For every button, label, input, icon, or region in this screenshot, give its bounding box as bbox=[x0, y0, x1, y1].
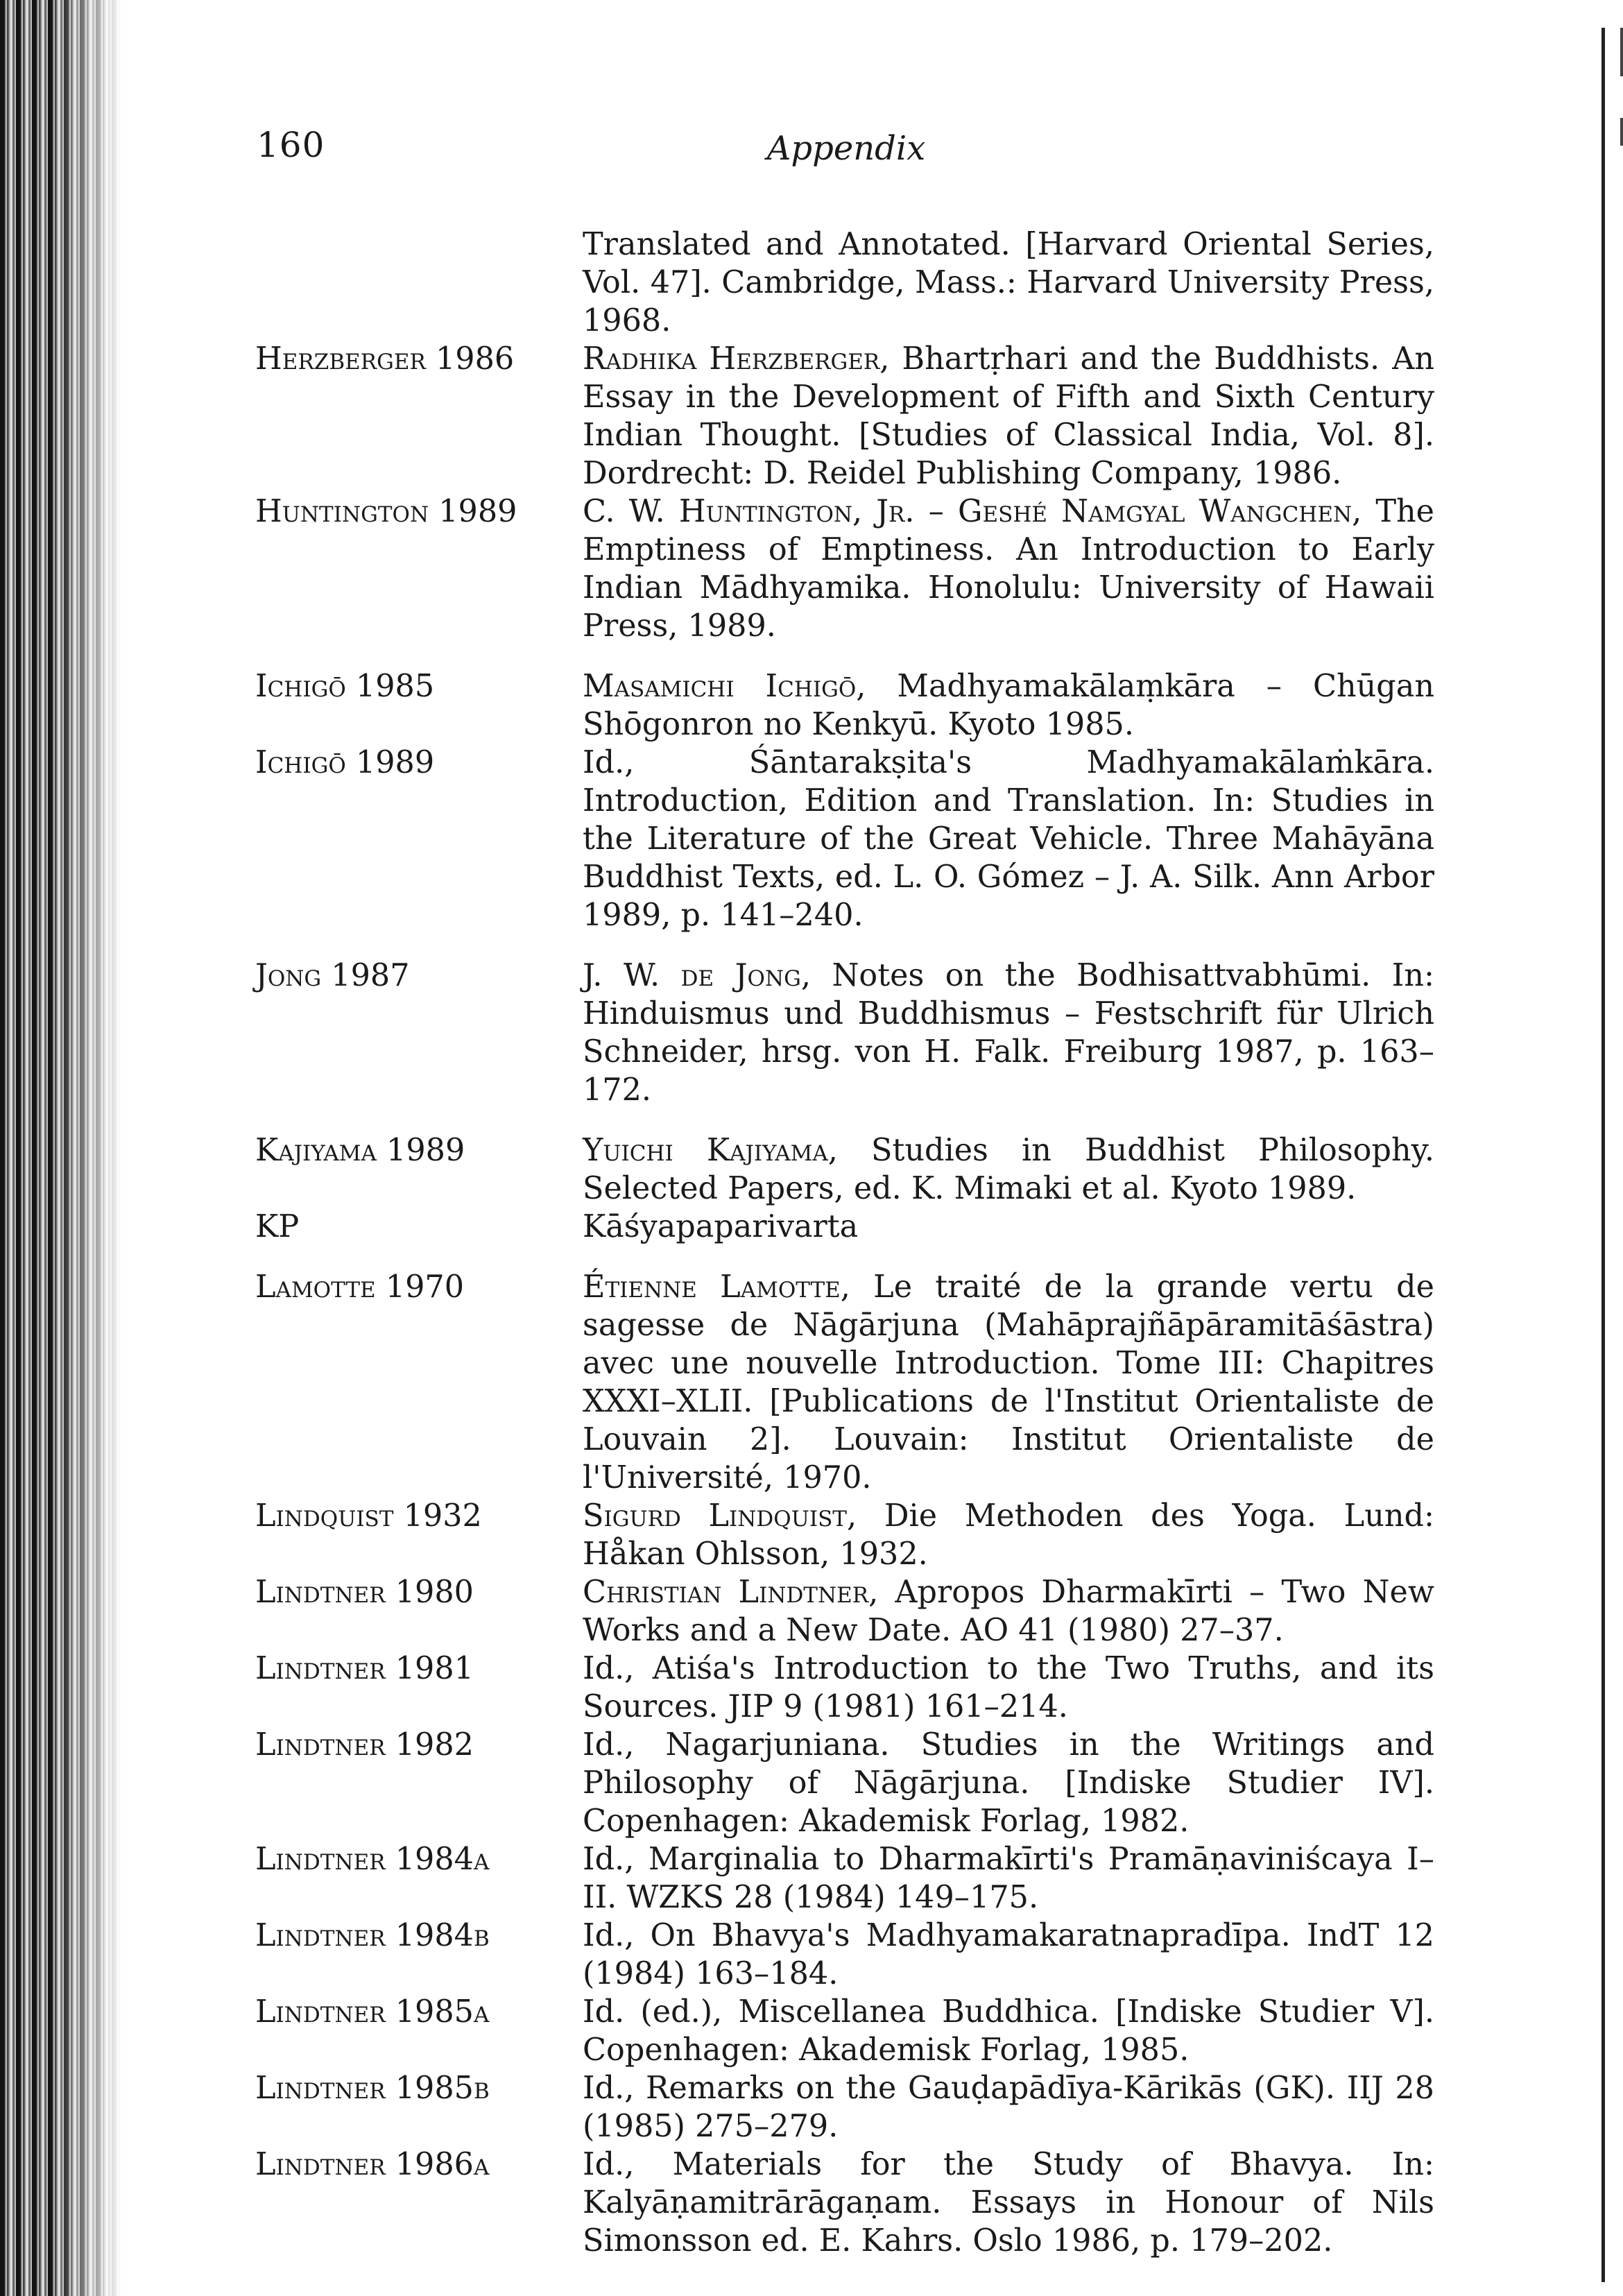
bibliography-entry bbox=[255, 1993, 1434, 2069]
entry-reference bbox=[583, 957, 1434, 1109]
bibliography-list bbox=[255, 225, 1434, 2260]
entry-text: Translated and Annotated. [Harvard Oriental Series, Vol. 47]. Cambridge, Mass.: Harvard University Press, 1968. bbox=[583, 227, 1434, 339]
entry-text: , Notes on the Bodhisattvabhūmi. In: Hinduismus und Buddhismus – Festschrift für Ulrich Schneider, hrsg. von H. Falk. Freiburg 1987, p. 163–172. bbox=[583, 958, 1434, 1108]
entry-reference bbox=[583, 1650, 1434, 1726]
bibliography-entry bbox=[255, 1497, 1434, 1573]
entry-author: Christian Lindtner bbox=[583, 1575, 869, 1610]
page-right-edge bbox=[1601, 28, 1605, 2282]
entry-abbreviation: Ichigō 1989 bbox=[255, 745, 435, 780]
entry-reference bbox=[583, 492, 1434, 645]
entry-text: Id., Nagarjuniana. Studies in the Writings and Philosophy of Nāgārjuna. [Indiske Studier IV]. Copenhagen: Akademisk Forlag, 1982. bbox=[583, 1727, 1434, 1839]
entry-abbreviation: Lindtner 1985b bbox=[255, 2071, 490, 2106]
bibliography-entry bbox=[255, 225, 1434, 340]
edge-mark bbox=[1620, 118, 1623, 146]
entry-reference bbox=[583, 340, 1434, 492]
entry-text: Kāśyapaparivarta bbox=[583, 1209, 859, 1244]
entry-reference bbox=[583, 744, 1434, 934]
entry-text: , Studies in Buddhist Philosophy. Selected Papers, ed. K. Mimaki et al. Kyoto 1989. bbox=[583, 1133, 1434, 1206]
entry-text: Id., Marginalia to Dharmakīrti's Pramāṇaviniścaya I–II. WZKS 28 (1984) 149–175. bbox=[583, 1842, 1434, 1915]
entry-author: Yuichi Kajiyama bbox=[583, 1133, 828, 1168]
bibliography-entry bbox=[255, 1917, 1434, 1993]
entry-author: C. W. Huntington, Jr. – Geshé Namgyal Wangchen bbox=[583, 494, 1352, 529]
bibliography-entry bbox=[255, 1840, 1434, 1917]
entry-text: , Madhyamakālaṃkāra – Chūgan Shōgonron no Kenkyū. Kyoto 1985. bbox=[583, 669, 1434, 742]
entry-text: Id., Śāntarakṣita's Madhyamakālaṁkāra. Introduction, Edition and Translation. In: Studies in the Literature of the Great Vehicle. Three Mahāyāna Buddhist Texts, ed. L. O. Gómez – J. A. Silk. Ann Arbor 1989, p. 141–240. bbox=[583, 745, 1434, 933]
bibliography-entry bbox=[255, 492, 1434, 645]
entry-abbreviation: Kajiyama 1989 bbox=[255, 1133, 465, 1168]
entry-abbreviation: Lamotte 1970 bbox=[255, 1269, 465, 1305]
entry-text: Id., Materials for the Study of Bhavya. In: Kalyāṇamitrārāgaṇam. Essays in Honour of Nils Simonsson ed. E. Kahrs. Oslo 1986, p. 179–202. bbox=[583, 2147, 1434, 2259]
entry-text: , Apropos Dharmakīrti – Two New Works and a New Date. AO 41 (1980) 27–37. bbox=[583, 1575, 1434, 1648]
entry-abbreviation: Lindtner 1986a bbox=[255, 2147, 490, 2182]
entry-abbreviation: Lindtner 1980 bbox=[255, 1575, 474, 1610]
entry-abbreviation: Lindtner 1985a bbox=[255, 1994, 490, 2030]
entry-abbreviation: Lindtner 1984b bbox=[255, 1918, 490, 1953]
entry-abbreviation: Lindtner 1982 bbox=[255, 1727, 474, 1763]
entry-reference bbox=[583, 1268, 1434, 1497]
entry-text: Id., On Bhavya's Madhyamakaratnapradīpa. IndT 12 (1984) 163–184. bbox=[583, 1918, 1434, 1991]
entry-reference bbox=[583, 1993, 1434, 2069]
entry-author: Étienne Lamotte bbox=[583, 1269, 841, 1305]
entry-text: , The Emptiness of Emptiness. An Introduction to Early Indian Mādhyamika. Honolulu: University of Hawaii Press, 1989. bbox=[583, 494, 1435, 644]
bibliography-entry bbox=[255, 957, 1434, 1109]
entry-reference bbox=[583, 667, 1434, 744]
entry-author: J. W. de Jong bbox=[583, 958, 801, 993]
entry-text: Id., Atiśa's Introduction to the Two Truths, and its Sources. JIP 9 (1981) 161–214. bbox=[583, 1651, 1434, 1724]
entry-abbreviation: Herzberger 1986 bbox=[255, 341, 515, 377]
bibliography-entry bbox=[255, 340, 1434, 492]
entry-text: , Bhartṛhari and the Buddhists. An Essay in the Development of Fifth and Sixth Century Indian Thought. [Studies of Classical India, Vol. 8]. Dordrecht: D. Reidel Publishing Company, 1986. bbox=[583, 341, 1435, 491]
entry-text: Id. (ed.), Miscellanea Buddhica. [Indiske Studier V]. Copenhagen: Akademisk Forlag, 1985. bbox=[583, 1994, 1434, 2068]
entry-abbreviation: Ichigō 1985 bbox=[255, 669, 435, 704]
entry-text: , Die Methoden des Yoga. Lund: Håkan Ohlsson, 1932. bbox=[583, 1498, 1434, 1572]
bibliography-entry bbox=[255, 1650, 1434, 1726]
entry-text: , Le traité de la grande vertu de sagesse de Nāgārjuna (Mahāprajñāpāramitāśāstra) avec une nouvelle Introduction. Tome III: Chapitres XXXI–XLII. [Publications de l'Institut Orientaliste de Louvain 2]. Louvain: Institut Orientaliste de l'Université, 1970. bbox=[583, 1269, 1434, 1496]
entry-reference bbox=[583, 1573, 1434, 1650]
book-gutter-shadow bbox=[0, 0, 121, 2296]
entry-abbreviation: KP bbox=[255, 1209, 300, 1244]
bibliography-entry bbox=[255, 2069, 1434, 2145]
entry-abbreviation: Jong 1987 bbox=[255, 958, 410, 993]
entry-author: Radhika Herzberger bbox=[583, 341, 880, 377]
edge-mark bbox=[1620, 28, 1623, 76]
entry-reference bbox=[583, 1917, 1434, 1993]
entry-abbreviation: Lindtner 1981 bbox=[255, 1651, 474, 1686]
entry-author: Masamichi Ichigō bbox=[583, 669, 857, 704]
bibliography-entry bbox=[255, 744, 1434, 934]
bibliography-entry bbox=[255, 1131, 1434, 1208]
running-title: Appendix bbox=[766, 129, 926, 168]
entry-reference bbox=[583, 2069, 1434, 2145]
bibliography-entry bbox=[255, 2145, 1434, 2260]
entry-abbreviation: Huntington 1989 bbox=[255, 494, 517, 529]
running-head bbox=[257, 125, 1436, 180]
bibliography-entry bbox=[255, 1268, 1434, 1497]
entry-reference bbox=[583, 1497, 1434, 1573]
entry-reference bbox=[583, 1840, 1434, 1917]
page-number: 160 bbox=[257, 125, 325, 165]
entry-reference bbox=[583, 1131, 1434, 1208]
entry-abbreviation: Lindquist 1932 bbox=[255, 1498, 482, 1534]
entry-reference bbox=[583, 225, 1434, 340]
entry-reference bbox=[583, 1726, 1434, 1840]
entry-text: Id., Remarks on the Gauḍapādīya-Kārikās (GK). IIJ 28 (1985) 275–279. bbox=[583, 2071, 1434, 2144]
bibliography-entry bbox=[255, 1208, 1434, 1246]
bibliography-entry bbox=[255, 1726, 1434, 1840]
entry-author: Sigurd Lindquist bbox=[583, 1498, 847, 1534]
entry-reference bbox=[583, 2145, 1434, 2260]
bibliography-entry bbox=[255, 667, 1434, 744]
entry-reference bbox=[583, 1208, 1434, 1246]
bibliography-entry bbox=[255, 1573, 1434, 1650]
entry-abbreviation: Lindtner 1984a bbox=[255, 1842, 490, 1877]
